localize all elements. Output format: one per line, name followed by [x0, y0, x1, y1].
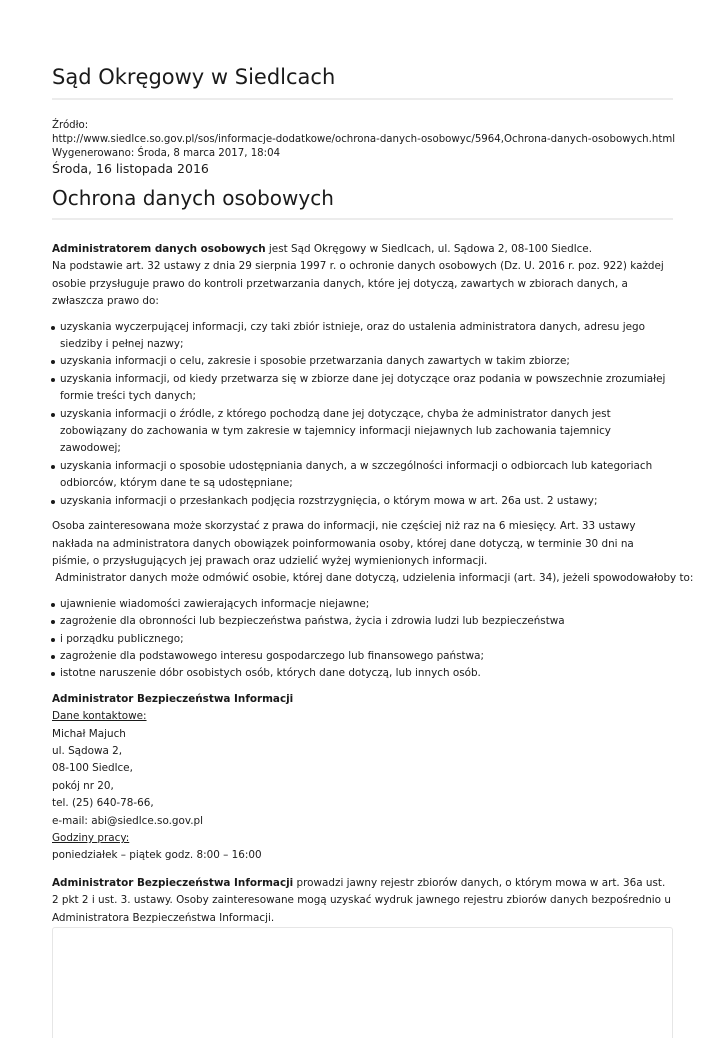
abi-heading-text: Administrator Bezpieczeństwa Informacji: [52, 692, 294, 705]
source-meta: [52, 119, 676, 161]
list-item: ujawnienie wiadomości zawierających informacje niejawne;: [52, 596, 673, 613]
hours-label-text: Godziny pracy:: [52, 832, 130, 844]
list-item: uzyskania wyczerpującej informacji, czy taki zbiór istnieje, oraz do ustalenia administratora danych, adresu jego siedziby i pełnej nazwy;: [52, 319, 673, 354]
list-item: zagrożenie dla podstawowego interesu gospodarczego lub finansowego państwa;: [52, 648, 673, 665]
list-item: uzyskania informacji o sposobie udostępniania danych, a w szczególności informacji o odbiorcach lub kategoriach odbiorców, którym dane te są udostępniane;: [52, 458, 673, 493]
header-divider: [52, 98, 673, 100]
abi-heading: [52, 691, 673, 708]
list-item: uzyskania informacji o celu, zakresie i sposobie przetwarzania danych zawartych w takim zbiorze;: [52, 353, 673, 370]
contact-label: [52, 708, 673, 725]
rights-list: [52, 319, 673, 510]
contact-city: 08-100 Siedlce,: [52, 762, 133, 775]
site-title: Sąd Okręgowy w Siedlcach: [52, 65, 336, 89]
page: [52, 0, 694, 927]
registry-bold: Administrator Bezpieczeństwa Informacji: [52, 876, 294, 889]
list-item: zagrożenie dla obronności lub bezpieczeństwa państwa, życia i zdrowia ludzi lub bezpieczeństwa: [52, 613, 673, 630]
source-label: Źródło:: [52, 120, 89, 131]
contact-email[interactable]: e-mail: abi@siedlce.so.gov.pl: [52, 814, 204, 827]
list-item: uzyskania informacji o przesłankach podjęcia rozstrzygnięcia, o którym mowa w art. 26a ust. 2 ustawy;: [52, 493, 673, 510]
intro-paragraph: [52, 241, 673, 258]
registry-rest: prowadzi jawny rejestr zbiorów danych, o którym mowa w art. 36a ust. 2 pkt 2 i ust. 3. ustawy. Osoby zainteresowane mogą uzyskać wydruk jawnego rejestru zbiorów danych bezpośrednio u Administratora Bezpieczeństwa Informacji.: [52, 876, 671, 924]
generated-timestamp: Wygenerowano: Środa, 8 marca 2017, 18:04: [52, 148, 281, 159]
registry-paragraph: [52, 875, 673, 927]
article-title: Ochrona danych osobowych: [52, 186, 334, 210]
source-url[interactable]: http://www.siedlce.so.gov.pl/sos/informacje-dodatkowe/ochrona-danych-osobowyc/5964,Ochrona-danych-osobowych.html: [52, 134, 676, 145]
contact-name: Michał Majuch: [52, 727, 126, 740]
list-item: istotne naruszenie dóbr osobistych osób, których dane dotyczą, lub innych osób.: [52, 665, 673, 682]
contact-room: pokój nr 20,: [52, 779, 114, 792]
intro-rest: jest Sąd Okręgowy w Siedlcach, ul. Sądowa 2, 08-100 Siedlce.: [265, 243, 593, 255]
refusal-intro-paragraph: Administrator danych może odmówić osobie, której dane dotyczą, udzielenia informacji (art. 34), jeżeli spowodowałoby to:: [52, 572, 694, 585]
hours-label: [52, 830, 673, 847]
rights-intro-paragraph: Na podstawie art. 32 ustawy z dnia 29 sierpnia 1997 r. o ochronie danych osobowych (Dz. U. 2016 r. poz. 922) każdej osobie przysługuje prawo do kontroli przetwarzania danych, które jej dotyczą, zawartych w zbiorach danych, a zwłaszcza prawo do:: [52, 260, 664, 308]
frequency-paragraph: Osoba zainteresowana może skorzystać z prawa do informacji, nie częściej niż raz na 6 miesięcy. Art. 33 ustawy nakłada na administratora danych obowiązek poinformowania osoby, której dane dotyczą, w terminie 30 dni na piśmie, o przysługujących jej prawach oraz udzielić wyżej wymienionych informacji.: [52, 520, 636, 567]
contact-label-text: Dane kontaktowe:: [52, 710, 147, 723]
office-hours: poniedziałek – piątek godz. 8:00 – 16:00: [52, 849, 262, 862]
contact-phone: tel. (25) 640-78-66,: [52, 797, 154, 810]
publication-date: Środa, 16 listopada 2016: [52, 161, 209, 176]
title-divider: [52, 218, 673, 220]
contact-street: ul. Sądowa 2,: [52, 744, 123, 757]
list-item: i porządku publicznego;: [52, 631, 673, 648]
footer-box: [52, 927, 673, 1038]
list-item: uzyskania informacji o źródle, z którego pochodzą dane jej dotyczące, chyba że administrator danych jest zobowiązany do zachowania w tym zakresie w tajemnicy informacji niejawnych lub zachowania tajemnicy zawodowej;: [52, 406, 673, 458]
list-item: uzyskania informacji, od kiedy przetwarza się w zbiorze dane jej dotyczące oraz podania w powszechnie zrozumiałej formie treści tych danych;: [52, 371, 673, 406]
refusal-list: [52, 596, 673, 683]
intro-bold: Administratorem danych osobowych: [52, 243, 266, 255]
article-content: [52, 241, 694, 927]
